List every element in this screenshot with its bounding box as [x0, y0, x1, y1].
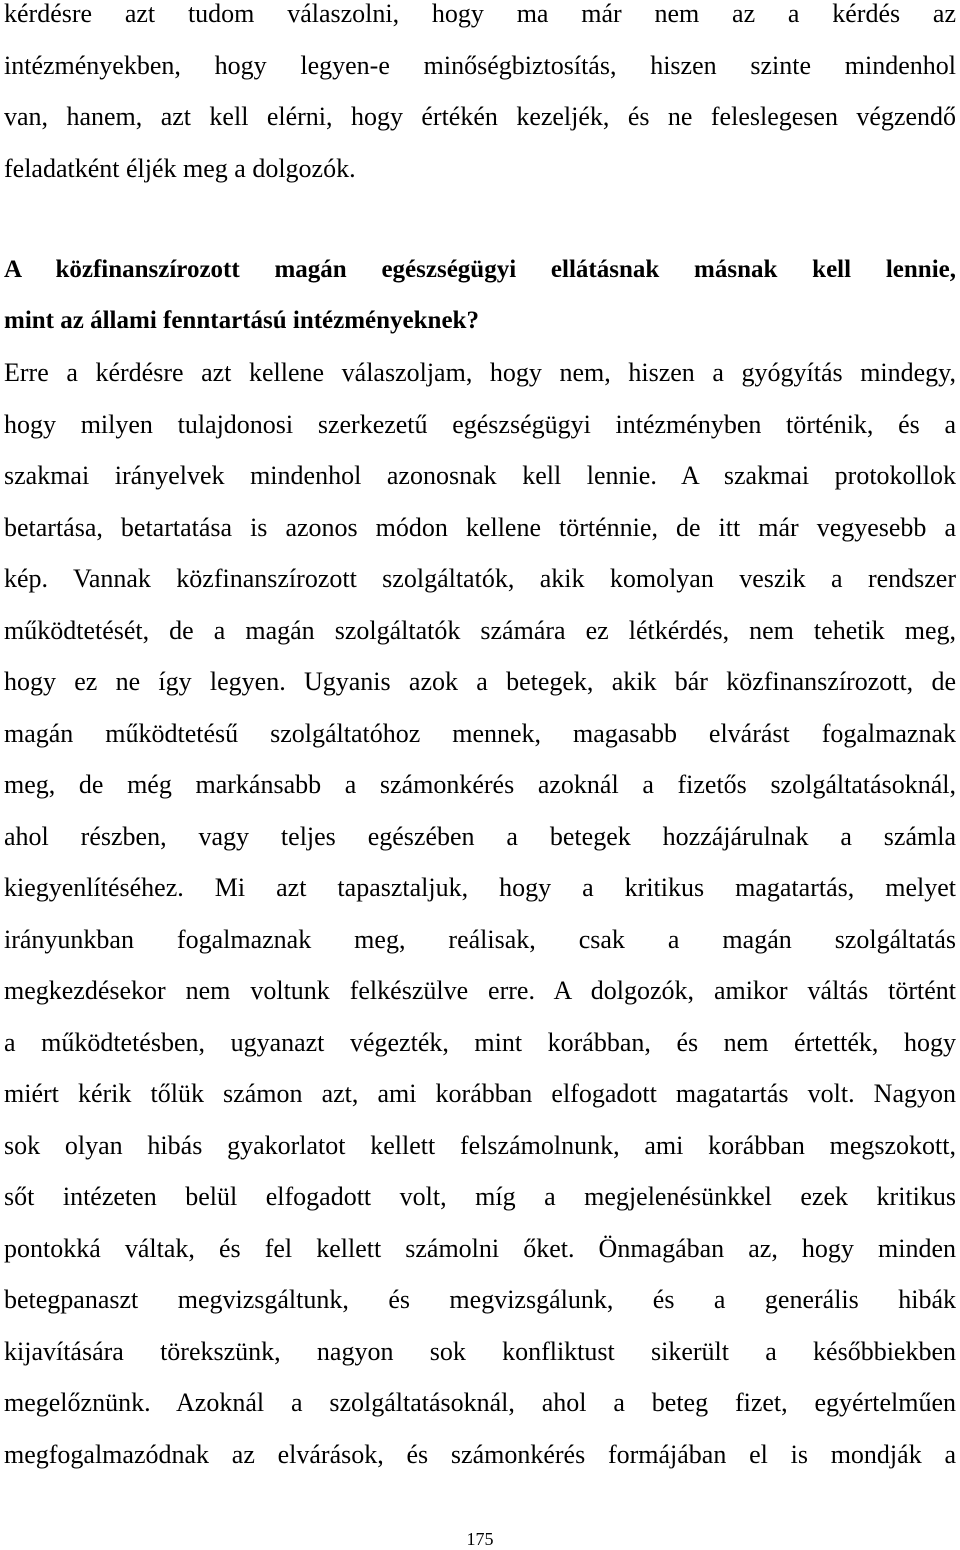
- text-line: Erre a kérdésre azt kellene válaszoljam, hogy nem, hiszen a gyógyítás mindegy,: [4, 358, 956, 387]
- text-line: megelőznünk. Azoknál a szolgáltatásoknál, ahol a beteg fizet, egyértelműen: [4, 1388, 956, 1417]
- text-line: kijavítására törekszünk, nagyon sok konfliktust sikerült a későbbiekben: [4, 1336, 956, 1366]
- text-line: betegpanaszt megvizsgáltunk, és megvizsgálunk, és a generális hibák: [4, 1285, 956, 1314]
- text-line: hogy milyen tulajdonosi szerkezetű egészségügyi intézményben történik, és a: [4, 409, 956, 439]
- text-line: ahol részben, vagy teljes egészében a betegek hozzájárulnak a számla: [4, 821, 956, 851]
- heading-line: mint az állami fenntartású intézményeknek?: [4, 307, 479, 334]
- paragraph-main: [4, 347, 956, 1480]
- section-heading: [4, 244, 956, 346]
- text-line: meg, de még markánsabb a számonkérés azoknál a fizetős szolgáltatásoknál,: [4, 770, 956, 799]
- paragraph-top: [4, 0, 956, 194]
- text-line: kép. Vannak közfinanszírozott szolgáltatók, akik komolyan veszik a rendszer: [4, 564, 956, 593]
- text-line: magán működtetésű szolgáltatóhoz mennek, magasabb elvárást fogalmaznak: [4, 718, 956, 748]
- text-line: sok olyan hibás gyakorlatot kellett felszámolnunk, ami korábban megszokott,: [4, 1130, 956, 1160]
- text-line: kiegyenlítéséhez. Mi azt tapasztaljuk, hogy a kritikus magatartás, melyet: [4, 873, 956, 902]
- text-line: sőt intézeten belül elfogadott volt, míg a megjelenésünkkel ezek kritikus: [4, 1182, 956, 1211]
- text-line: megkezdésekor nem voltunk felkészülve erre. A dolgozók, amikor váltás történt: [4, 976, 956, 1005]
- text-line: feladatként éljék meg a dolgozók.: [4, 153, 356, 183]
- page-number: 175: [466, 1529, 494, 1549]
- text-line: a működtetésben, ugyanazt végezték, mint korábban, és nem értették, hogy: [4, 1027, 956, 1057]
- text-line: pontokká váltak, és fel kellett számolni őket. Önmagában az, hogy minden: [4, 1233, 956, 1263]
- text-line: betartása, betartatása is azonos módon kellene történnie, de itt már vegyesebb a: [4, 512, 956, 542]
- text-line: irányunkban fogalmaznak meg, reálisak, csak a magán szolgáltatás: [4, 924, 956, 954]
- text-line: kérdésre azt tudom válaszolni, hogy ma már nem az a kérdés az: [4, 0, 956, 28]
- text-line: hogy ez ne így legyen. Ugyanis azok a betegek, akik bár közfinanszírozott, de: [4, 667, 956, 696]
- text-line: megfogalmazódnak az elvárások, és számonkérés formájában el is mondják a: [4, 1439, 956, 1469]
- text-line: miért kérik tőlük számon azt, ami korábban elfogadott magatartás volt. Nagyon: [4, 1079, 956, 1108]
- text-line: intézményekben, hogy legyen-e minőségbiztosítás, hiszen szinte mindenhol: [4, 50, 956, 80]
- text-line: működtetését, de a magán szolgáltatók számára ez létkérdés, nem tehetik meg,: [4, 615, 956, 645]
- text-line: van, hanem, azt kell elérni, hogy értékén kezeljék, és ne feleslegesen végzendő: [4, 102, 956, 131]
- text-line: szakmai irányelvek mindenhol azonosnak kell lennie. A szakmai protokollok: [4, 461, 956, 490]
- heading-line: A közfinanszírozott magán egészségügyi ellátásnak másnak kell lennie,: [4, 256, 956, 283]
